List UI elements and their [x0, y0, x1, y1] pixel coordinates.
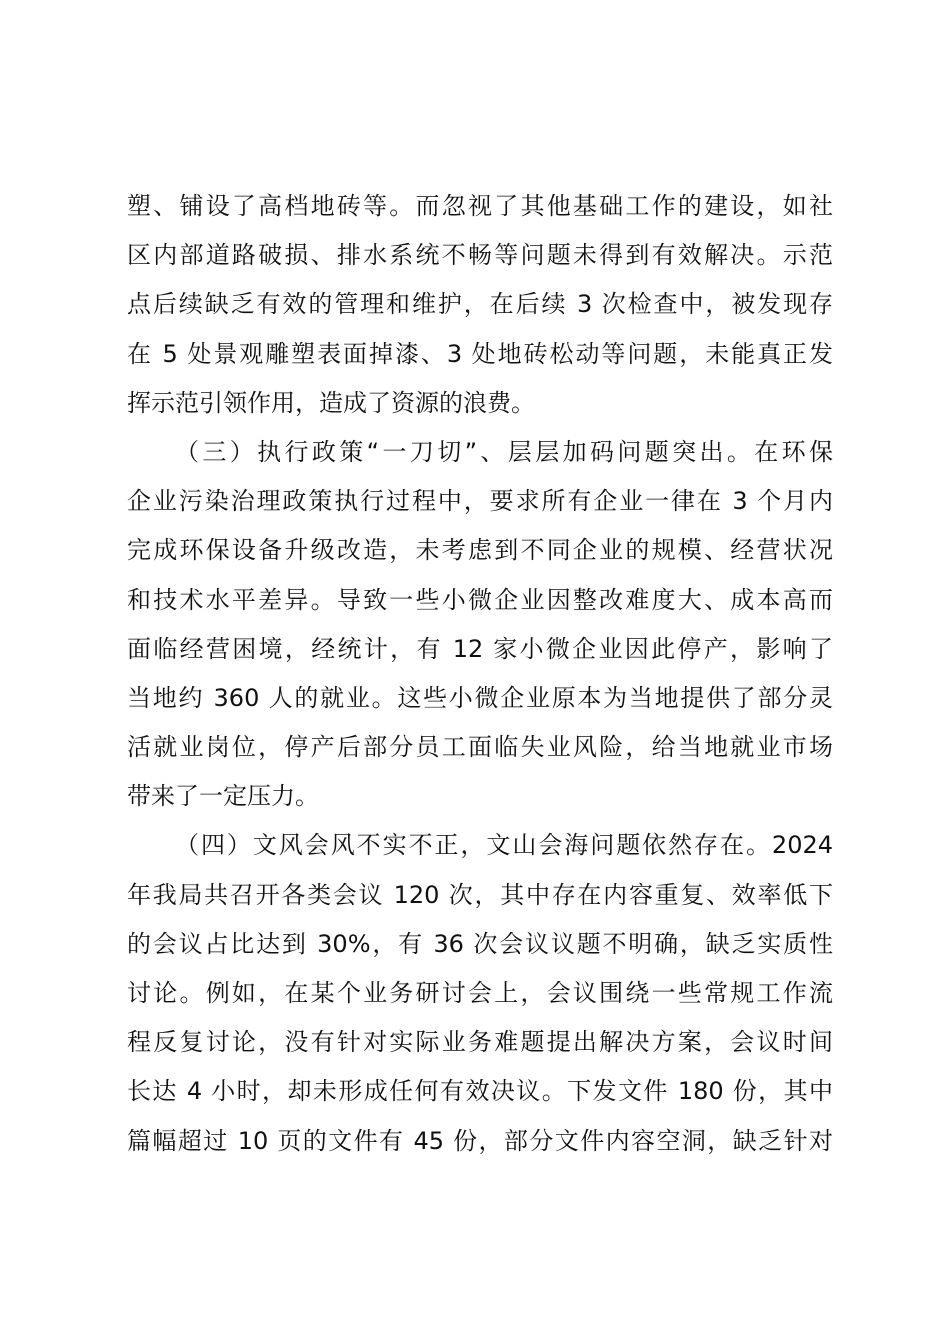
- text-line: 带来了一定压力。: [127, 782, 319, 811]
- text-line: 程反复讨论，没有针对实际业务难题提出解决方案，会议时间: [127, 1028, 833, 1057]
- text-line: 区内部道路破损、排水系统不畅等问题未得到有效解决。示范: [127, 241, 833, 270]
- text-line: 完成环保设备升级改造，未考虑到不同企业的规模、经营状况: [127, 536, 833, 565]
- text-line: 挥示范引领作用，造成了资源的浪费。: [127, 388, 535, 417]
- text-line: 面临经营困境，经统计，有 12 家小微企业因此停产，影响了: [127, 634, 833, 663]
- text-line: 企业污染治理政策执行过程中，要求所有企业一律在 3 个月内: [127, 487, 833, 516]
- text-line: 长达 4 小时，却未形成任何有效决议。下发文件 180 份，其中: [127, 1077, 833, 1106]
- section-heading-line: （四）文风会风不实不正，文山会海问题依然存在。2024: [175, 831, 833, 860]
- text-line: 和技术水平差异。导致一些小微企业因整改难度大、成本高而: [127, 585, 833, 614]
- section-heading-line: （三）执行政策“一刀切”、层层加码问题突出。在环保: [175, 437, 833, 466]
- text-line: 年我局共召开各类会议 120 次，其中存在内容重复、效率低下: [127, 880, 833, 909]
- text-line: 的会议占比达到 30%，有 36 次会议议题不明确，缺乏实质性: [127, 929, 833, 958]
- text-line: 当地约 360 人的就业。这些小微企业原本为当地提供了部分灵: [127, 683, 833, 712]
- text-line: 活就业岗位，停产后部分员工面临失业风险，给当地就业市场: [127, 733, 833, 762]
- document-body: [127, 182, 833, 1166]
- text-line: 讨论。例如，在某个业务研讨会上，会议围绕一些常规工作流: [127, 979, 833, 1007]
- text-line: 塑、铺设了高档地砖等。而忽视了其他基础工作的建设，如社: [127, 192, 833, 220]
- text-line: 在 5 处景观雕塑表面掉漆、3 处地砖松动等问题，未能真正发: [127, 339, 833, 368]
- text-line: 点后续缺乏有效的管理和维护，在后续 3 次检查中，被发现存: [127, 290, 833, 319]
- text-line: 篇幅超过 10 页的文件有 45 份，部分文件内容空洞，缺乏针对: [127, 1126, 833, 1155]
